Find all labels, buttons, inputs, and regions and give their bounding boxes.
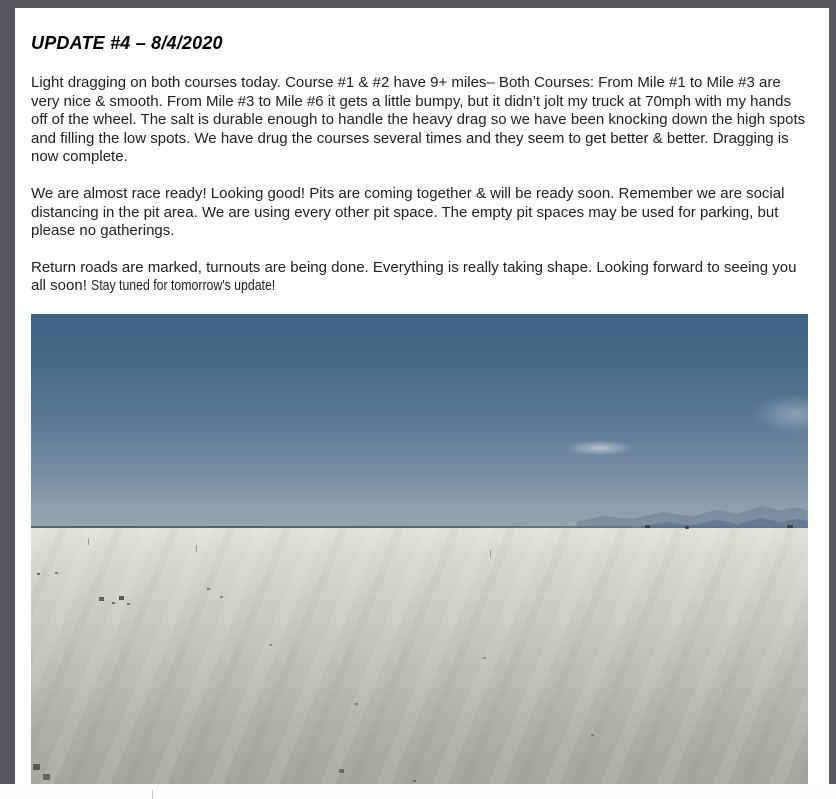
photo-course-marker xyxy=(88,538,89,545)
photo-distant-vehicle xyxy=(645,525,650,528)
photo-cloud xyxy=(564,440,634,456)
bottom-divider-tick xyxy=(152,790,153,799)
photo-drag-streaks xyxy=(31,528,808,795)
update-paragraph-2: We are almost race ready! Looking good! Pits are coming together & will be ready soon. Remember we are social distancing in the pit area. We are using every other pit space. The empty pit spaces may be used for parking, but please no gatherings. xyxy=(31,184,785,240)
photo-cloud xyxy=(751,394,808,434)
document-page xyxy=(15,8,829,784)
photo-distant-vehicle xyxy=(787,525,793,528)
window-frame-right xyxy=(829,0,836,784)
update-paragraph-3-main: Return roads are marked, turnouts are being done. Everything is really taking shape. Looking forward to seeing you all soon! xyxy=(31,258,797,295)
photo-course-marker xyxy=(196,545,197,552)
bottom-strip xyxy=(0,784,836,799)
salt-flats-photo xyxy=(31,314,808,795)
update-paragraph-3 xyxy=(31,259,808,296)
update-paragraph-3-condensed: Stay tuned for tomorrow's update! xyxy=(91,277,276,295)
page-title: UPDATE #4 – 8/4/2020 xyxy=(31,33,223,53)
update-paragraph-1: Light dragging on both courses today. Course #1 & #2 have 9+ miles– Both Courses: From Mile #1 to Mile #3 are very nice & smooth. From Mile #3 to Mile #6 it gets a little bumpy, but it didn’t jolt my truck at 70mph with my hands off of the wheel. The salt is durable enough to handle the heavy drag so we have been knocking down the high spots and filling the low spots. We have drug the courses several times and they seem to get better & better. Dragging is now complete. xyxy=(31,74,806,166)
photo-course-marker xyxy=(490,550,491,557)
window-frame-left xyxy=(0,0,15,784)
photo-distant-vehicle xyxy=(685,526,689,529)
window-frame-top xyxy=(0,0,836,8)
photo-salt-specks xyxy=(31,314,34,316)
